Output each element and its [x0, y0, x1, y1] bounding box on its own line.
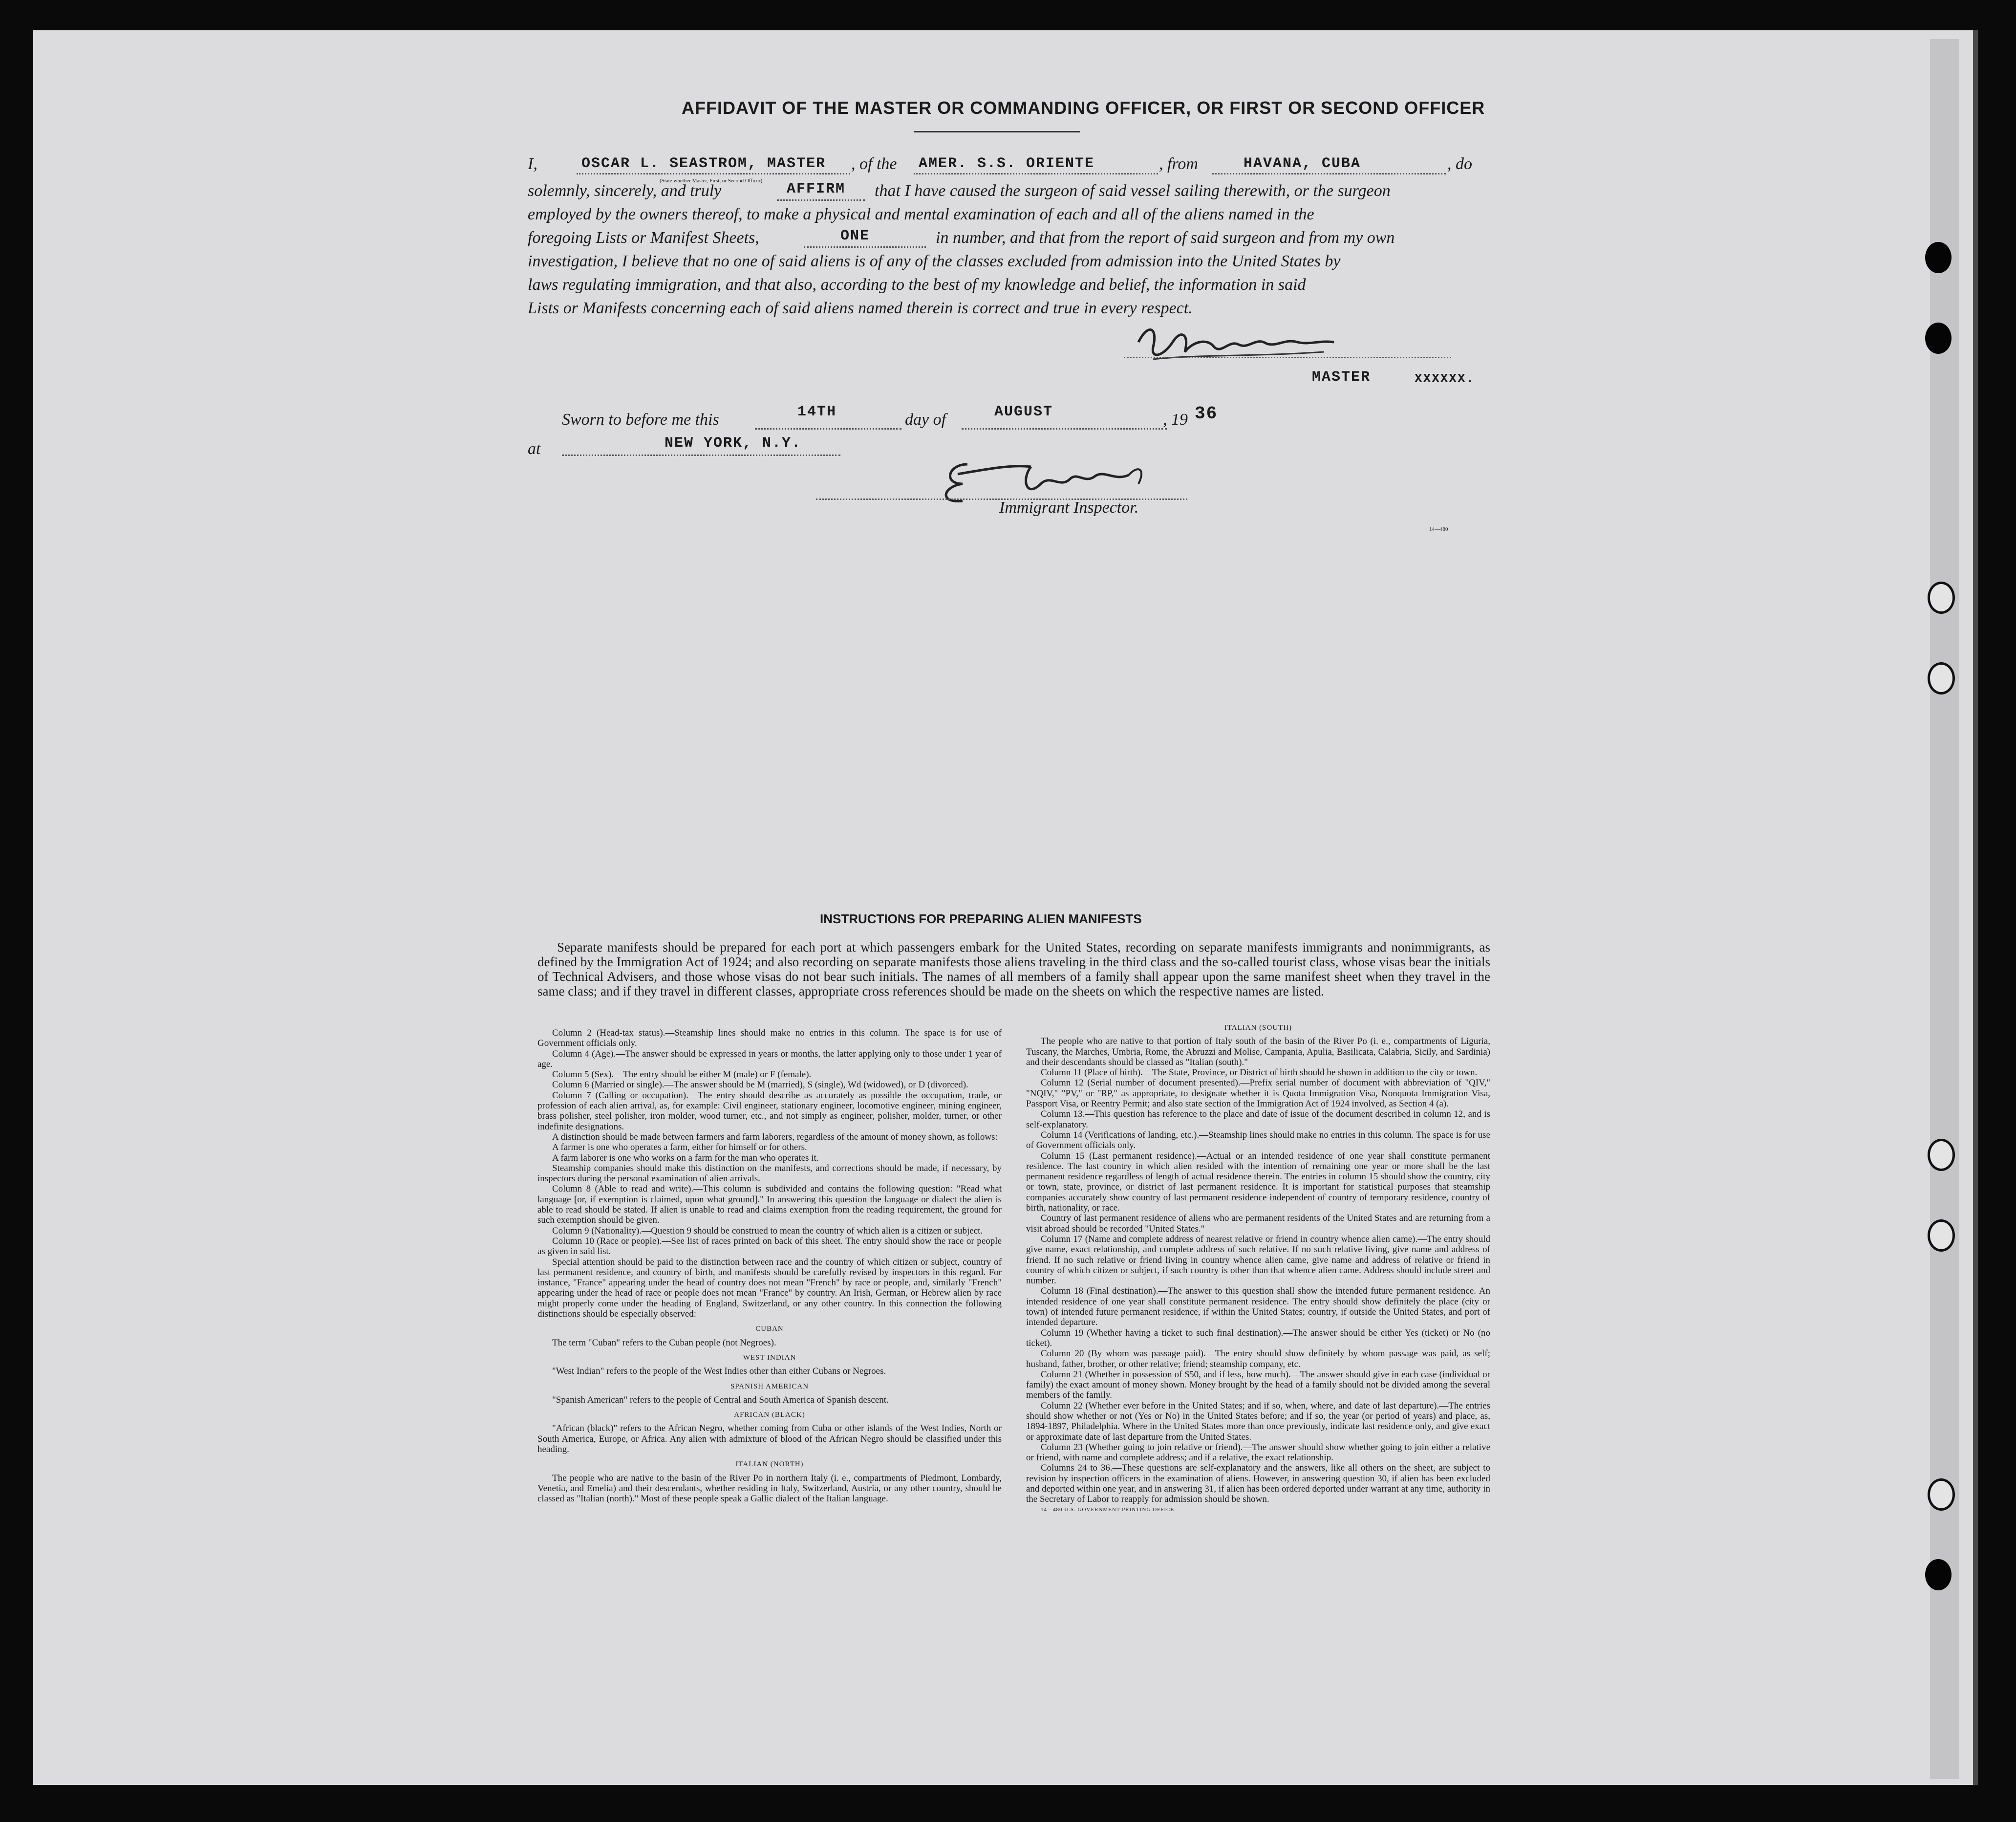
- punch-hole: [1928, 1478, 1955, 1511]
- day-of-text: day of: [905, 411, 946, 429]
- instruction-paragraph: Column 23 (Whether going to join relative or friend).—The answer should show whether going to join either a relative or friend, with name and complete address; and if a relative, the exact relationship.: [1026, 1442, 1490, 1463]
- punch-hole: [1928, 1219, 1955, 1252]
- instructions-right-column: [1026, 1023, 1490, 1515]
- do-text: , do: [1447, 155, 1472, 173]
- instruction-paragraph: A distinction should be made between farmers and farm laborers, regardless of the amount of money shown, as follows:: [552, 1131, 998, 1142]
- punch-hole: [1925, 323, 1952, 354]
- master-signature-line: [1124, 357, 1451, 358]
- instruction-paragraph: Country of last permanent residence of aliens who are permanent residents of the United States and are returning from a visit abroad should be recorded "United States.": [1026, 1213, 1490, 1234]
- race-definition: The term "Cuban" refers to the Cuban people (not Negroes).: [552, 1337, 776, 1348]
- instruction-paragraph: Special attention should be paid to the distinction between race and the country of which citizen or subject, country of last permanent residence, and country of birth, and manifests should be carefully revised by inspectors in this regard. For instance, "France" appearing under the head of country does not mean "French" by race or people, and, similarly "French" appearing under the head of race or people does not mean "France" by country. An Irish, German, or Hebrew alien by race might properly come under the heading of England, Switzerland, or any other country. In this connection the following distinctions should be especially observed:: [537, 1257, 1002, 1320]
- oath-type: AFFIRM: [787, 181, 846, 197]
- master-signature: [1124, 313, 1349, 371]
- year-prefix: , 19: [1163, 411, 1188, 429]
- instruction-paragraph: Column 6 (Married or single).—The answer should be M (married), S (single), Wd (widowed), or D (divorced).: [552, 1080, 968, 1090]
- signature-title: MASTER: [1312, 369, 1371, 386]
- instruction-paragraph: Column 11 (Place of birth).—The State, Province, or District of birth should be shown in addition to the city or town.: [1041, 1067, 1478, 1078]
- sworn-prefix: Sworn to before me this: [562, 411, 719, 429]
- of-text: , of the: [851, 155, 897, 173]
- punch-hole: [1928, 662, 1955, 694]
- vessel-name: AMER. S.S. ORIENTE: [919, 155, 1095, 172]
- port-name: HAVANA, CUBA: [1244, 155, 1361, 172]
- oath-prefix: solemnly, sincerely, and truly: [528, 182, 722, 200]
- instruction-paragraph: Column 18 (Final destination).—The answer to this question shall show the intended future permanent residence. An intended residence of one year shall constitute permanent residence. The entry should show definitely the place (city or town) of intended future permanent residence, if within the United States; country, if outside the United States, and port of intended departure.: [1026, 1286, 1490, 1328]
- title-strikeout: XXXXXX.: [1415, 371, 1475, 386]
- race-heading: WEST INDIAN: [743, 1353, 796, 1362]
- race-heading: ITALIAN (SOUTH): [1224, 1024, 1292, 1032]
- instruction-paragraph: Steamship companies should make this distinction on the manifests, and corrections should be made, if necessary, by inspectors during the personal examination of alien arrivals.: [537, 1163, 1002, 1184]
- printing-office-footer: 14—480 U.S. GOVERNMENT PRINTING OFFICE: [1041, 1506, 1175, 1513]
- instruction-paragraph: Column 5 (Sex).—The entry should be either M (male) or F (female).: [552, 1069, 812, 1080]
- race-definition: "African (black)" refers to the African Negro, whether coming from Cuba or other islands of the West Indies, North or South America, Europe, or Africa. Any alien with admixture of blood of the African Negro should be classified under this heading.: [537, 1423, 1002, 1454]
- affiant-name: OSCAR L. SEASTROM, MASTER: [581, 155, 826, 172]
- instruction-paragraph: Column 21 (Whether in possession of $50, and if less, how much).—The answer should give in each case (individual or family) the exact amount of money shown. Money brought by the head of a family should not be divided among the several members of the family.: [1026, 1369, 1490, 1401]
- affidavit-title: AFFIDAVIT OF THE MASTER OR COMMANDING OFFICER, OR FIRST OR SECOND OFFICER: [682, 98, 1485, 118]
- sworn-month-line: [962, 428, 1167, 430]
- affidavit-line-3: employed by the owners thereof, to make a physical and mental examination of each and all of the aliens named in the: [528, 205, 1314, 223]
- form-number: 14—480: [1429, 526, 1448, 532]
- instruction-paragraph: Column 10 (Race or people).—See list of races printed on back of this sheet. The entry should show the race or people as given in said list.: [537, 1236, 1002, 1257]
- instruction-paragraph: A farmer is one who operates a farm, either for himself or for others.: [552, 1142, 807, 1153]
- sworn-year: 36: [1195, 404, 1218, 424]
- instruction-paragraph: Columns 24 to 36.—These questions are self-explanatory and the answers, like all others on the sheet, are subject to revision by inspection officers in the examination of aliens. However, in answering question 30, if alien has been excluded and deported within one year, and in answering 31, if alien has been ordered deported under warrant at any time, authority in the Secretary of Labor to reapply for admission should be shown.: [1026, 1463, 1490, 1505]
- instruction-paragraph: Column 4 (Age).—The answer should be expressed in years or months, the latter applying only to those under 1 year of age.: [537, 1048, 1002, 1069]
- vessel-line: [914, 173, 1158, 174]
- oath-line: [777, 199, 865, 201]
- sworn-place: NEW YORK, N.Y.: [665, 435, 802, 452]
- title-rule: [914, 131, 1080, 132]
- count-prefix: foregoing Lists or Manifest Sheets,: [528, 229, 759, 247]
- punch-hole: [1925, 1559, 1952, 1590]
- affiant-name-line: [577, 173, 850, 174]
- instructions-intro: Separate manifests should be prepared for each port at which passengers embark for the United States, recording on separate manifests immigrants and nonimmigrants, as defined by the Immigration Act of 1924; and also recording on separate manifests those aliens traveling in the third class and the so-called tourist class, whose visas bear the initials of Technical Advisers, and those whose visas do not bear such initials. The names of all members of a family shall appear upon the same manifest sheet when they travel in the same class; and if they travel in different classes, appropriate cross references should be made on the sheets on which the respective names are listed.: [537, 940, 1490, 998]
- page-edge-shadow: [1930, 39, 1959, 1779]
- sworn-day-line: [755, 428, 901, 430]
- race-heading: SPANISH AMERICAN: [730, 1382, 809, 1390]
- instruction-paragraph: Column 14 (Verifications of landing, etc.).—Steamship lines should make no entries in this column. The space is for use of Government officials only.: [1026, 1129, 1490, 1151]
- race-definition: "West Indian" refers to the people of the West Indies other than either Cubans or Negroes.: [552, 1366, 886, 1377]
- instruction-paragraph: Column 13.—This question has reference to the place and date of issue of the document described in column 12, and is self-explanatory.: [1026, 1109, 1490, 1130]
- affidavit-line-6: laws regulating immigration, and that also, according to the best of my knowledge and belief, the information in said: [528, 276, 1306, 294]
- instruction-paragraph: Column 17 (Name and complete address of nearest relative or friend in country whence alien came).—The entry should give name, exact relationship, and complete address of such relative. If no such relative living, give name and address of friend. If no such relative or friend living in country whence alien came, give name and address of relative or friend in country of which citizen or subject, if such country is other than that whence alien came. Address should include street and number.: [1026, 1234, 1490, 1286]
- race-heading: ITALIAN (NORTH): [735, 1460, 804, 1469]
- instruction-paragraph: Column 19 (Whether having a ticket to such final destination).—The answer should be either Yes (ticket) or No (no ticket).: [1026, 1327, 1490, 1348]
- instruction-paragraph: Column 2 (Head-tax status).—Steamship lines should make no entries in this column. The space is for use of Government officials only.: [537, 1028, 1002, 1049]
- sworn-month: AUGUST: [994, 404, 1053, 420]
- instruction-paragraph: Column 12 (Serial number of document presented).—Prefix serial number of document with abbreviation of "QIV," "NQIV," "PV," or "RP," as appropriate, to designate whether it is Quota Immigration Visa, Nonquota Immigration Visa, Passport Visa, or Reentry Permit; and also state section of the Immigration Act of 1924 involved, as Section 4 (a).: [1026, 1078, 1490, 1109]
- port-line: [1212, 173, 1446, 174]
- affidavit-line-7: Lists or Manifests concerning each of said aliens named therein is correct and true in every respect.: [528, 299, 1193, 317]
- instruction-paragraph: A farm laborer is one who works on a farm for the man who operates it.: [552, 1152, 819, 1163]
- instruction-paragraph: Column 7 (Calling or occupation).—The entry should describe as accurately as possible the occupation, trade, or profession of each alien arrival, as, for example: Civil engineer, stationary engineer, locomotive engineer, mining engineer, brass polisher, steel polisher, iron molder, wood turner, etc., and not simply as engineer, polisher, molder, turner, or other indefinite designations.: [537, 1090, 1002, 1132]
- instruction-paragraph: Column 22 (Whether ever before in the United States; and if so, when, where, and date of last departure).—The entries should show whether or not (Yes or No) in the United States before; and if so, the year (or period of years) and place, as, 1894-1897, Philadelphia. Where in the United States more than once previously, indicate last residence only, and give exact or approximate date of last departure from the United States.: [1026, 1400, 1490, 1442]
- count-text: in number, and that from the report of said surgeon and from my own: [936, 229, 1395, 247]
- affidavit-line-5: investigation, I believe that no one of said aliens is of any of the classes excluded from admission into the United States by: [528, 252, 1341, 270]
- oath-text: that I have caused the surgeon of said vessel sailing therewith, or the surgeon: [875, 182, 1391, 200]
- left-paragraphs: [537, 1028, 1002, 1319]
- punch-hole: [1928, 582, 1955, 614]
- instruction-paragraph: The people who are native to that portion of Italy south of the basin of the River Po (i. e., compartments of Liguria, Tuscany, the Marches, Umbria, Rome, the Abruzzi and Molise, Campania, Apulia, Basilicata, Calabria, Sicily, and Sardinia) and their descendants should be classed as "Italian (south).": [1026, 1036, 1490, 1067]
- race-heading: AFRICAN (BLACK): [734, 1411, 805, 1419]
- count-line: [804, 246, 926, 248]
- sworn-day: 14TH: [797, 404, 837, 420]
- inspector-label: Immigrant Inspector.: [999, 499, 1139, 517]
- instruction-paragraph: Column 20 (By whom was passage paid).—The entry should show definitely by whom passage was paid, as self; husband, father, brother, or other relative; friend; steamship company, etc.: [1026, 1348, 1490, 1369]
- instruction-paragraph: Column 8 (Able to read and write).—This column is subdivided and contains the following question: "Read what language [or, if exemption is claimed, upon what ground]." In answering this question the language or dialect the alien is able to read should be stated. If alien is unable to read and claims exemption from the reading requirement, the ground for such exemption should be given.: [537, 1184, 1002, 1226]
- affiant-prefix: I,: [528, 155, 537, 173]
- race-definition: "Spanish American" refers to the people of Central and South America of Spanish descent.: [552, 1394, 889, 1405]
- instructions-left-column: [537, 1028, 1002, 1504]
- instruction-paragraph: Column 9 (Nationality).—Question 9 should be construed to mean the country of which alien is a citizen or subject.: [552, 1225, 983, 1236]
- place-line: [562, 455, 840, 456]
- manifest-count: ONE: [840, 228, 870, 244]
- race-heading: CUBAN: [755, 1325, 784, 1333]
- instructions-title: INSTRUCTIONS FOR PREPARING ALIEN MANIFESTS: [820, 911, 1142, 926]
- at-prefix: at: [528, 440, 541, 458]
- race-definition: The people who are native to the basin of the River Po in northern Italy (i. e., compartments of Piedmont, Lombardy, Venetia, and Emelia) and their descendants, whether residing in Italy, Switzerland, Austria, or any other country, should be classed as "Italian (north)." Most of these people speak a Gallic dialect of the Italian language.: [537, 1473, 1002, 1504]
- punch-hole: [1928, 1139, 1955, 1171]
- instruction-paragraph: Column 15 (Last permanent residence).—Actual or an intended residence of one year shall constitute permanent residence. The last country in which alien resided with the intention of remaining one year or more shall be the last permanent residence regardless of length of actual residence therein. The entries in column 15 should show the country, city or town, state, province, or district of last permanent residence. It is important for statistical purposes that steamship companies accurately show country of last permanent residence independent of country of temporary residence, country of birth, nationality, or race.: [1026, 1150, 1490, 1214]
- from-text: , from: [1159, 155, 1198, 173]
- affiant-name-note: (State whether Master, First, or Second Officer): [660, 178, 763, 184]
- punch-hole: [1925, 242, 1952, 273]
